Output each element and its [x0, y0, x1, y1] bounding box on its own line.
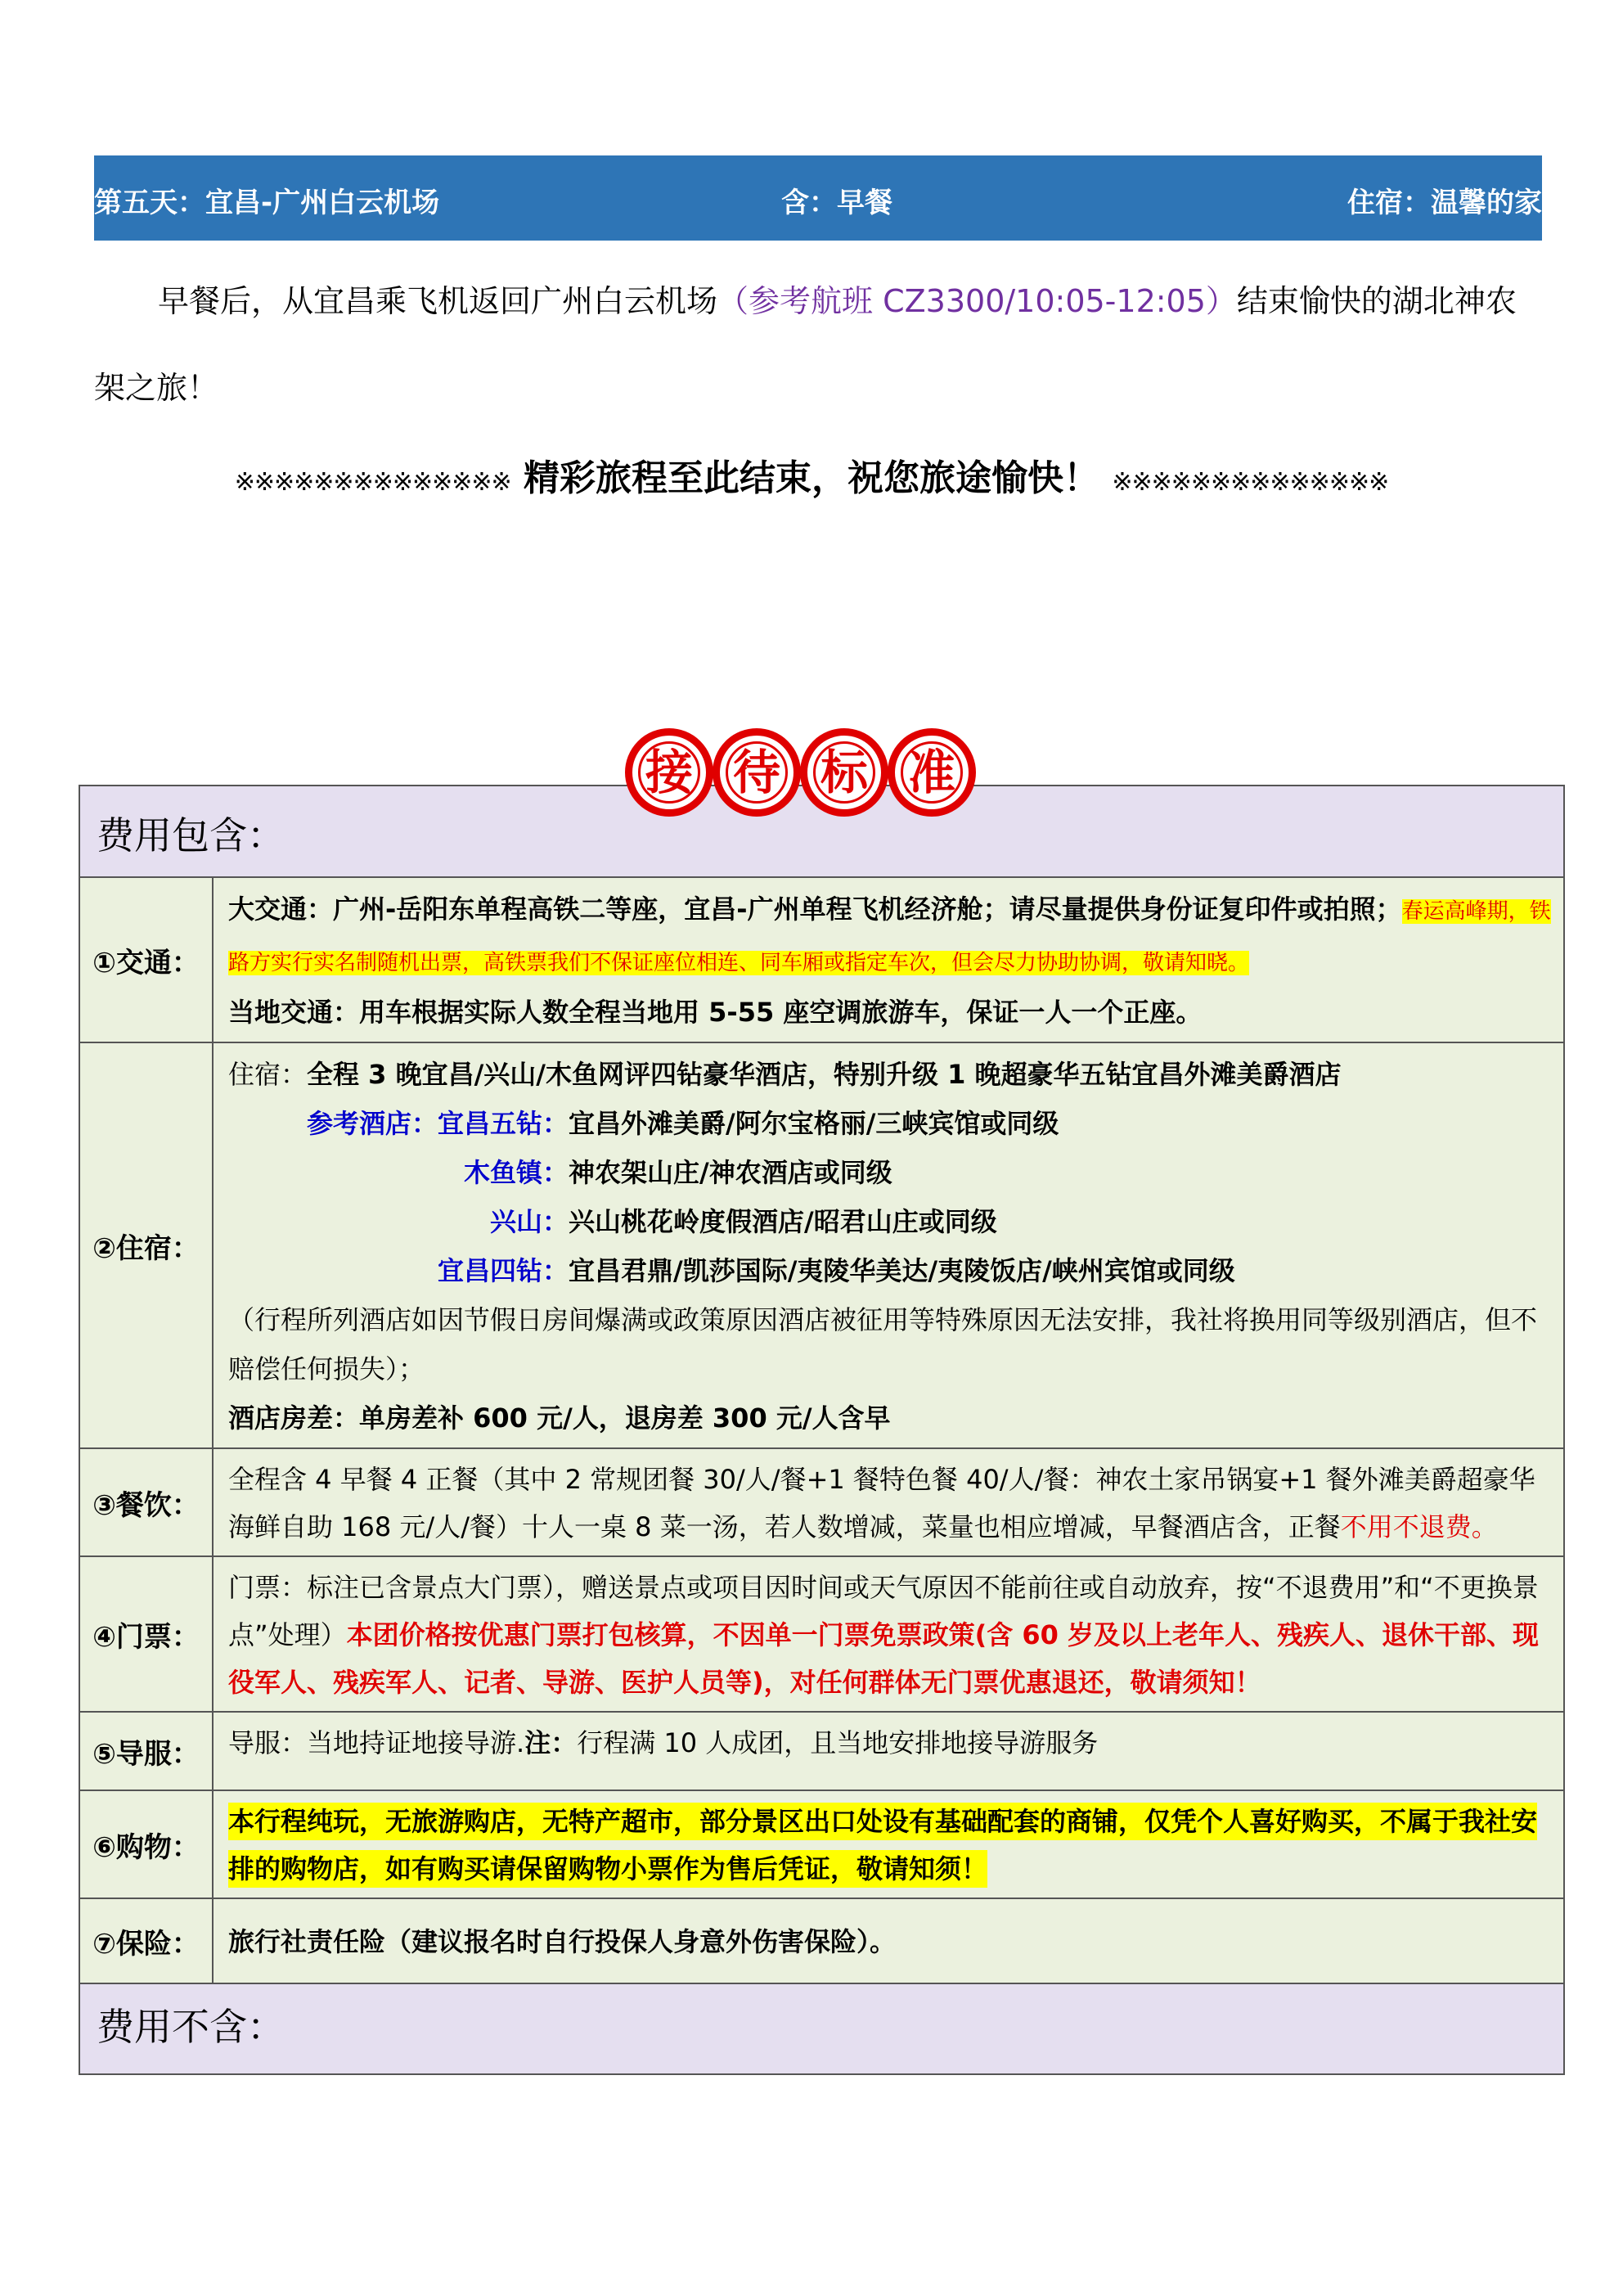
insurance-content [213, 1898, 1564, 1983]
row-shopping [79, 1790, 1564, 1898]
guide-text-b: 行程满 10 人成团，且当地安排地接导游服务 [577, 1727, 1099, 1758]
excluded-header: 费用不含： [79, 1983, 1564, 2074]
transport-main: 大交通：广州-岳阳东单程高铁二等座，宜昌-广州单程飞机经济舱；请尽量提供身份证复印件或拍照； [228, 894, 1402, 925]
meals-text: 全程含 4 早餐 4 正餐（其中 2 常规团餐 30/人/餐+1 餐特色餐 40/人/餐：神农土家吊锅宴+1 餐外滩美爵超豪华海鲜自助 168 元/人/餐）十人一桌 8 菜一汤，若人数增减，菜量也相应增减，早餐酒店含，正餐 [228, 1464, 1535, 1542]
shopping-label: ⑥购物： [79, 1790, 213, 1898]
guide-note-label: 注： [524, 1727, 578, 1758]
row-insurance [79, 1898, 1564, 1983]
hotel-line [228, 1246, 1552, 1295]
stamp-char: 标 [800, 728, 888, 817]
day-header-bar [94, 155, 1542, 241]
hotel-place: 木鱼镇： [463, 1157, 569, 1188]
day-route: 第五天：宜昌-广州白云机场 [94, 187, 440, 219]
transport-content [213, 877, 1564, 1042]
row-tickets [79, 1556, 1564, 1712]
day-description [94, 258, 1542, 431]
hotel-line [228, 1197, 1552, 1246]
insurance-label: ⑦保险： [79, 1898, 213, 1983]
hotel-place: 宜昌五钻： [437, 1108, 569, 1139]
transport-local: 当地交通：用车根据实际人数全程当地用 5-55 座空调旅游车，保证一人一个正座。 [228, 997, 1203, 1028]
hotel-names: 宜昌君鼎/凯莎国际/夷陵华美达/夷陵饭店/峡州宾馆或同级 [569, 1255, 1235, 1286]
meals-no-refund: 不用不退费。 [1340, 1511, 1498, 1542]
reception-standard-title [625, 728, 1001, 826]
shopping-text: 本行程纯玩，无旅游购店，无特产超市，部分景区出口处设有基础配套的商铺，仅凭个人喜好购买，不属于我社安排的购物店，如有购买请保留购物小票作为售后凭证，敬请知须！ [228, 1803, 1537, 1888]
stamp-char: 准 [888, 728, 976, 817]
included-header: 费用包含： [79, 786, 1564, 877]
day-lodging: 住宿：温馨的家 [1347, 187, 1542, 219]
intro-lead: 早餐后，从宜昌乘飞机返回广州白云机场 [158, 283, 718, 319]
stars-left: ※※※※※※※※※※※※※※ [234, 468, 511, 497]
hotel-place: 宜昌四钻： [437, 1255, 569, 1286]
stars-right: ※※※※※※※※※※※※※※ [1112, 468, 1389, 497]
day-meals: 含：早餐 [781, 187, 892, 219]
lodging-summary: 全程 3 晚宜昌/兴山/木鱼网评四钻豪华酒店，特别升级 1 晚超豪华五钻宜昌外滩美爵酒店 [307, 1059, 1342, 1090]
tickets-policy: 本团价格按优惠门票打包核算，不因单一门票免票政策(含 60 岁及以上老年人、残疾人、退休干部、现役军人、残疾军人、记者、导游、医护人员等)，对任何群体无门票优惠退还，敬请须知！ [228, 1619, 1540, 1698]
lodging-label: ②住宿： [79, 1042, 213, 1448]
row-meals [79, 1448, 1564, 1556]
row-lodging [79, 1042, 1564, 1448]
itinerary-end-line [0, 448, 1623, 501]
stamp-char: 接 [625, 728, 713, 817]
hotel-names: 神农架山庄/神农酒店或同级 [569, 1157, 892, 1188]
transport-label: ①交通： [79, 877, 213, 1042]
ref-hotel-prefix: 参考酒店： [306, 1108, 438, 1139]
row-guide [79, 1712, 1564, 1790]
insurance-text: 旅行社责任险（建议报名时自行投保人身意外伤害保险）。 [228, 1926, 897, 1957]
tickets-label: ④门票： [79, 1556, 213, 1712]
tickets-text: 门票：标注已含景点大门票），赠送景点或项目因时间或天气原因不能前往或自动放弃，按“不退费用”和“不更换景点”处理） [228, 1572, 1539, 1650]
lodging-content [213, 1042, 1564, 1448]
hotel-names: 兴山桃花岭度假酒店/昭君山庄或同级 [569, 1206, 997, 1237]
shopping-content [213, 1790, 1564, 1898]
transport-note: 春运高峰期，铁路方实行实名制随机出票，高铁票我们不保证座位相连、同车厢或指定车次，但会尽力协助协调，敬请知晓。 [228, 899, 1551, 975]
ending-text: 精彩旅程至此结束，祝您旅途愉快！ [510, 457, 1113, 499]
hotel-line [228, 1099, 1552, 1148]
stamp-char: 待 [713, 728, 801, 817]
hotel-names: 宜昌外滩美爵/阿尔宝格丽/三峡宾馆或同级 [569, 1108, 1059, 1139]
flight-info: （参考航班 CZ3300/10:05-12:05） [717, 283, 1237, 319]
meals-label: ③餐饮： [79, 1448, 213, 1556]
row-transport [79, 877, 1564, 1042]
meals-content [213, 1448, 1564, 1556]
excluded-header-row [79, 1983, 1564, 2074]
hotel-line [228, 1148, 1552, 1197]
guide-content [213, 1712, 1564, 1790]
room-difference: 酒店房差：单房差补 600 元/人，退房差 300 元/人含早 [228, 1402, 891, 1434]
hotel-place: 兴山： [489, 1206, 569, 1237]
guide-text-a: 导服：当地持证地接导游. [228, 1727, 525, 1758]
intro-tail: 结束愉快的湖北神农架之旅！ [94, 283, 1517, 406]
tickets-content [213, 1556, 1564, 1712]
lodging-lead: 住宿： [228, 1059, 308, 1090]
guide-label: ⑤导服： [79, 1712, 213, 1790]
reception-standard-table [79, 785, 1565, 2075]
lodging-notice: （行程所列酒店如因节假日房间爆满或政策原因酒店被征用等特殊原因无法安排，我社将换用同等级别酒店，但不赔偿任何损失）； [228, 1304, 1538, 1384]
